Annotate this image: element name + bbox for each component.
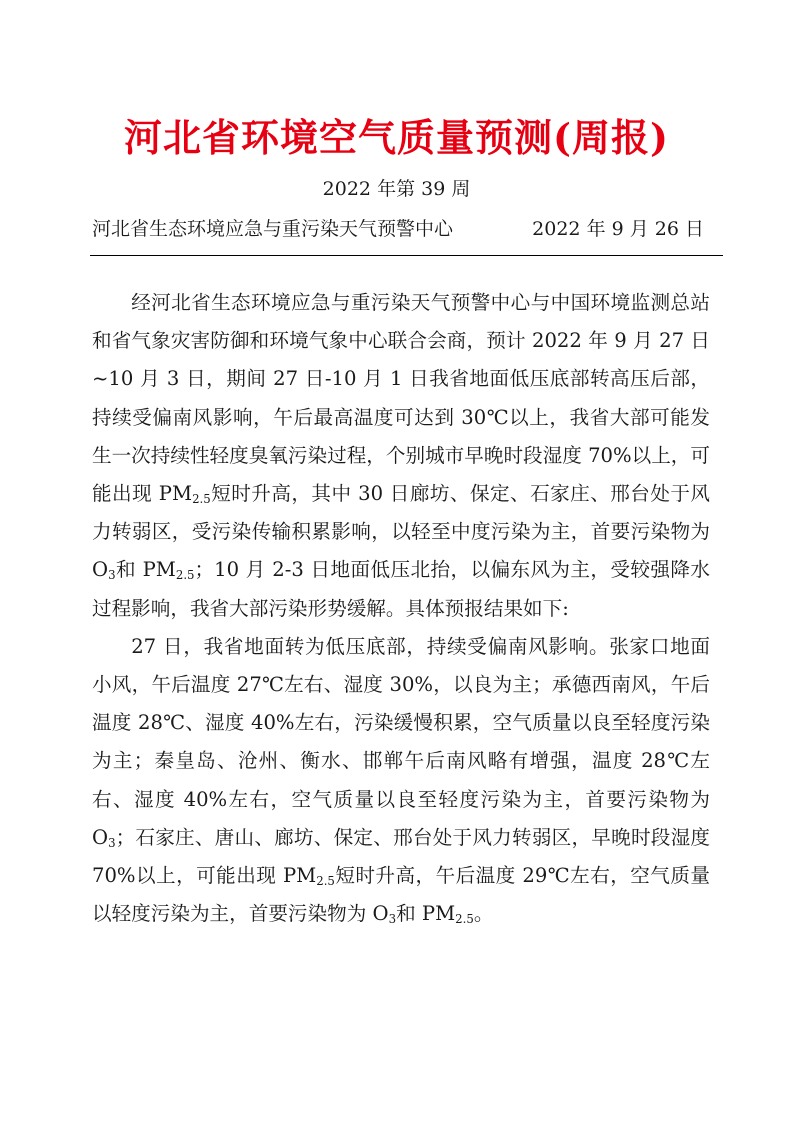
paragraph-overview (92, 284, 710, 628)
subscript: 2.5 (175, 568, 195, 583)
issue-number: 2022 年第 39 周 (322, 178, 471, 200)
issuer-date-line (92, 216, 704, 242)
text-run: 短时升高，其中 30 日廊坊、保定、石家庄、邢台处于风力转弱区，受污染传输积累影响，以轻至中度污染为主，首要污染物为 O (92, 482, 711, 582)
text-run: 。 (473, 902, 494, 926)
subscript: 2.5 (316, 873, 335, 888)
issue-date: 2022 年 9 月 26 日 (532, 218, 704, 240)
subscript: 2.5 (192, 491, 211, 506)
text-run: 经河北省生态环境应急与重污染天气预警中心与中国环境监测总站和省气象灾害防御和环境气象中心联合会商，预计 2022 年 9 月 27 日~10 月 3 日，期间 27 日-10 月 1 日我省地面低压底部转高压后部，持续受偏南风影响，午后最高温度可达到 30℃以上，我省大部可能发生一次持续性轻度臭氧污染过程，个别城市早晚时段湿度 70%以上，可能出现 PM (92, 291, 710, 506)
text-run: 短时升高，午后温度 29℃左右，空气质量以轻度污染为主，首要污染物为 O (92, 864, 710, 926)
subscript: 3 (108, 568, 116, 583)
document-title: 河北省环境空气质量预测(周报) (124, 115, 669, 160)
forecast-body (92, 284, 710, 933)
subscript: 2.5 (455, 912, 474, 927)
subscript: 3 (108, 835, 116, 850)
text-run: ；10 月 2-3 日地面低压北抬，以偏东风为主，受较强降水过程影响，我省大部污染形势缓解。具体预报结果如下: (92, 558, 710, 620)
text-run: 和 PM (115, 558, 176, 582)
text-run: 和 PM (396, 902, 456, 926)
paragraph-day-27 (92, 628, 710, 934)
subscript: 3 (388, 912, 397, 927)
issuer-name: 河北省生态环境应急与重污染天气预警中心 (92, 218, 454, 240)
text-run: 27 日，我省地面转为低压底部，持续受偏南风影响。张家口地面小风，午后温度 27℃左右、湿度 30%，以良为主；承德西南风，午后温度 28℃、湿度 40%左右，污染缓慢积累，空气质量以良至轻度污染为主；秦皇岛、沧州、衡水、邯郸午后南风略有增强，温度 28℃左右、湿度 40%左右，空气质量以良至轻度污染为主，首要污染物为 O (92, 634, 710, 849)
text-run: ；石家庄、唐山、廊坊、保定、邢台处于风力转弱区，早晚时段湿度 70%以上，可能出现 PM (92, 825, 710, 888)
header-divider (90, 255, 723, 256)
